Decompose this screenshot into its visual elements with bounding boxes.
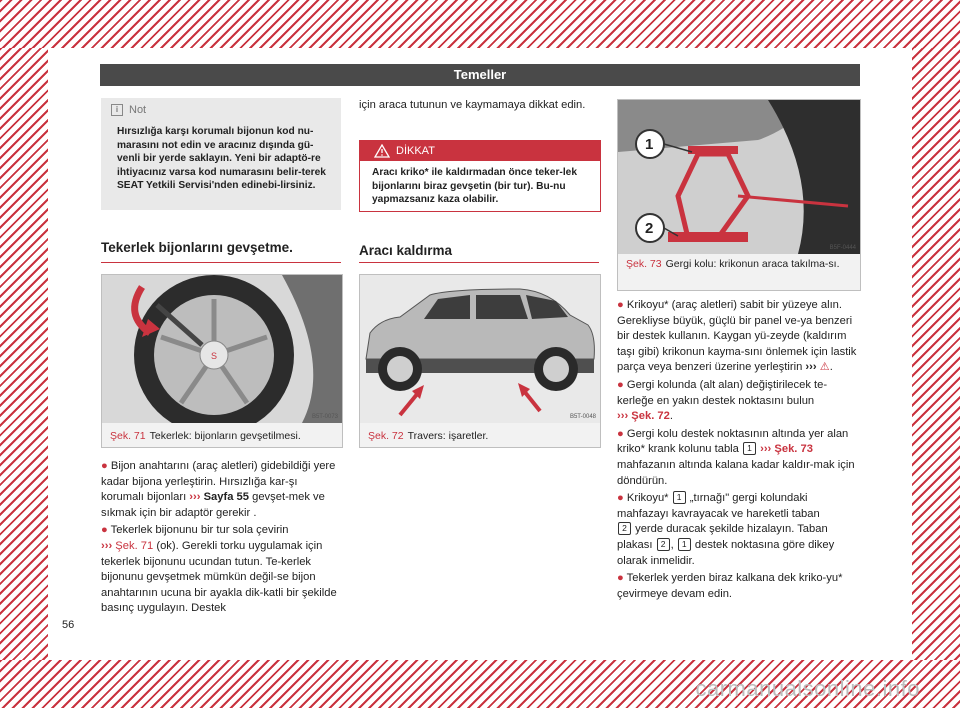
info-icon: i [111, 104, 123, 116]
figure-71 [101, 274, 343, 448]
figure-caption [110, 430, 301, 443]
page-number: 56 [62, 619, 75, 631]
marker-2-inline: 2 [657, 538, 670, 551]
warning-box [359, 140, 601, 212]
figure-ref-link[interactable]: Şek. 73 [774, 443, 813, 456]
marker-1-inline: 1 [673, 491, 686, 504]
figure-caption [626, 258, 852, 271]
marker-1-inline: 1 [743, 442, 756, 455]
marker-1: 1 [645, 136, 654, 153]
note-box [101, 98, 341, 210]
marker-2: 2 [645, 220, 654, 237]
figure-label: Şek. 73 [626, 258, 662, 270]
figure-72 [359, 274, 601, 448]
image-code: B5T-0048 [569, 414, 596, 420]
figure-caption-text: Gergi kolu: krikonun araca takılma-sı. [665, 258, 840, 270]
section-rule [359, 262, 599, 263]
warning-text: Aracı kriko* ile kaldırmadan önce teker-lek bijonlarını biraz gevşetin (bir tur). Bu-nu yapmazsanız kaza olabilir. [372, 167, 577, 206]
note-text: Hırsızlığa karşı korumalı bijonun kod nu-marasını not edin ve aracınız dışında gü-venli bir yerde saklayın. Yeni bir adaptö-re ihtiyacınız varsa kod numarasını belir-terek SEAT Yetkili Servisi'nden edinebi-lirsiniz. [117, 126, 326, 192]
warning-title: DİKKAT [396, 145, 435, 157]
watermark: carmanualsonline.info [695, 676, 920, 701]
figure-label: Şek. 71 [110, 430, 146, 442]
image-code: B5F-0444 [829, 245, 856, 251]
figure-label: Şek. 72 [368, 430, 404, 442]
warning-symbol[interactable]: ⚠ [819, 361, 830, 374]
note-title: Not [129, 104, 147, 116]
image-code: B5T-0073 [311, 414, 338, 420]
warning-icon [374, 144, 390, 158]
jack-illustration [618, 100, 860, 254]
section-rule [101, 262, 341, 263]
figure-73 [617, 99, 861, 291]
ref-link[interactable]: ››› [189, 491, 201, 504]
figure-caption-text: Tekerlek: bijonların gevşetilmesi. [149, 430, 301, 442]
page-header: Temeller [100, 64, 860, 86]
page-ref-link[interactable]: Sayfa 55 [203, 491, 249, 504]
wheel-image [102, 275, 342, 423]
car-image [360, 275, 600, 423]
figure-caption [368, 430, 488, 443]
marker-2-inline: 2 [618, 522, 631, 535]
wheel-illustration [102, 275, 342, 423]
section-title-loosen-bolts: Tekerlek bijonlarını gevşetme. [101, 240, 293, 255]
col3-text: ● Krikoyu* (araç aletleri) sabit bir yüzeye alın. Gerekliyse büyük, güçlü bir panel ve-ya benzeri bir destek kullanın. Kaygan yü-zeyde (kaldırım taşı gibi) krikonun kayma-sını önlemek için lastik parça veya benzeri üzerine yerleştirin ››› ⚠. ● Gergi kolunda (alt alan) değiştirilecek te-kerleğe en yakın destek noktasını bulun ››› Şek. 72. ● Gergi kolu destek noktasının altında yer alan kriko* krank kolunu tabla 1 ››› Şek. 73 mahfazanın altında kalana kadar kaldır-mak için döndürün. ● Krikoyu* 1 „tırnağı" gergi kolundaki mahfazayı kavrayacak ve hareketli taban 2 yerde duracak şekilde hizalayın. Taban plakası 2 , 1 destek noktasına göre dikey olarak inmelidir. ● Tekerlek yerden biraz kalkana dek kriko-yu* çevirmeye devam edin. [617, 299, 857, 600]
figure-ref-link[interactable]: Şek. 72 [631, 410, 670, 423]
figure-caption-text: Travers: işaretler. [407, 430, 489, 442]
hatched-border-top [0, 0, 960, 48]
jack-image [618, 100, 860, 254]
hatched-border-left [0, 48, 48, 660]
car-illustration [360, 275, 600, 423]
marker-1-inline: 1 [678, 538, 691, 551]
section-title-lift: Aracı kaldırma [359, 243, 453, 258]
hatched-border-right [912, 48, 960, 660]
continued-text: için araca tutunun ve kaymamaya dikkat edin. [359, 99, 586, 111]
section1-text: ● Bijon anahtarını (araç aletleri) gidebildiği yere kadar bijona yerleştirin. Hırsızlığa kar-şı korumalı bijonları ››› Sayfa 55 gevşet-mek ve sıkmak için bir adaptör gerekir . ● Tekerlek bijonunu bir tur sola çevirin ››› Şek. 71 (ok). Gerekli torku uygulamak için tekerlek bijonunu ucundan tutun. Te-kerlek bijonunu gevşetmek mümkün değil-se bijon anahtarının ucuna bir ayakla dik-katli bir şekilde basınç uygulayın. Destek [101, 460, 337, 615]
svg-text:S: S [210, 351, 218, 361]
figure-ref-link[interactable]: Şek. 71 [115, 539, 154, 552]
